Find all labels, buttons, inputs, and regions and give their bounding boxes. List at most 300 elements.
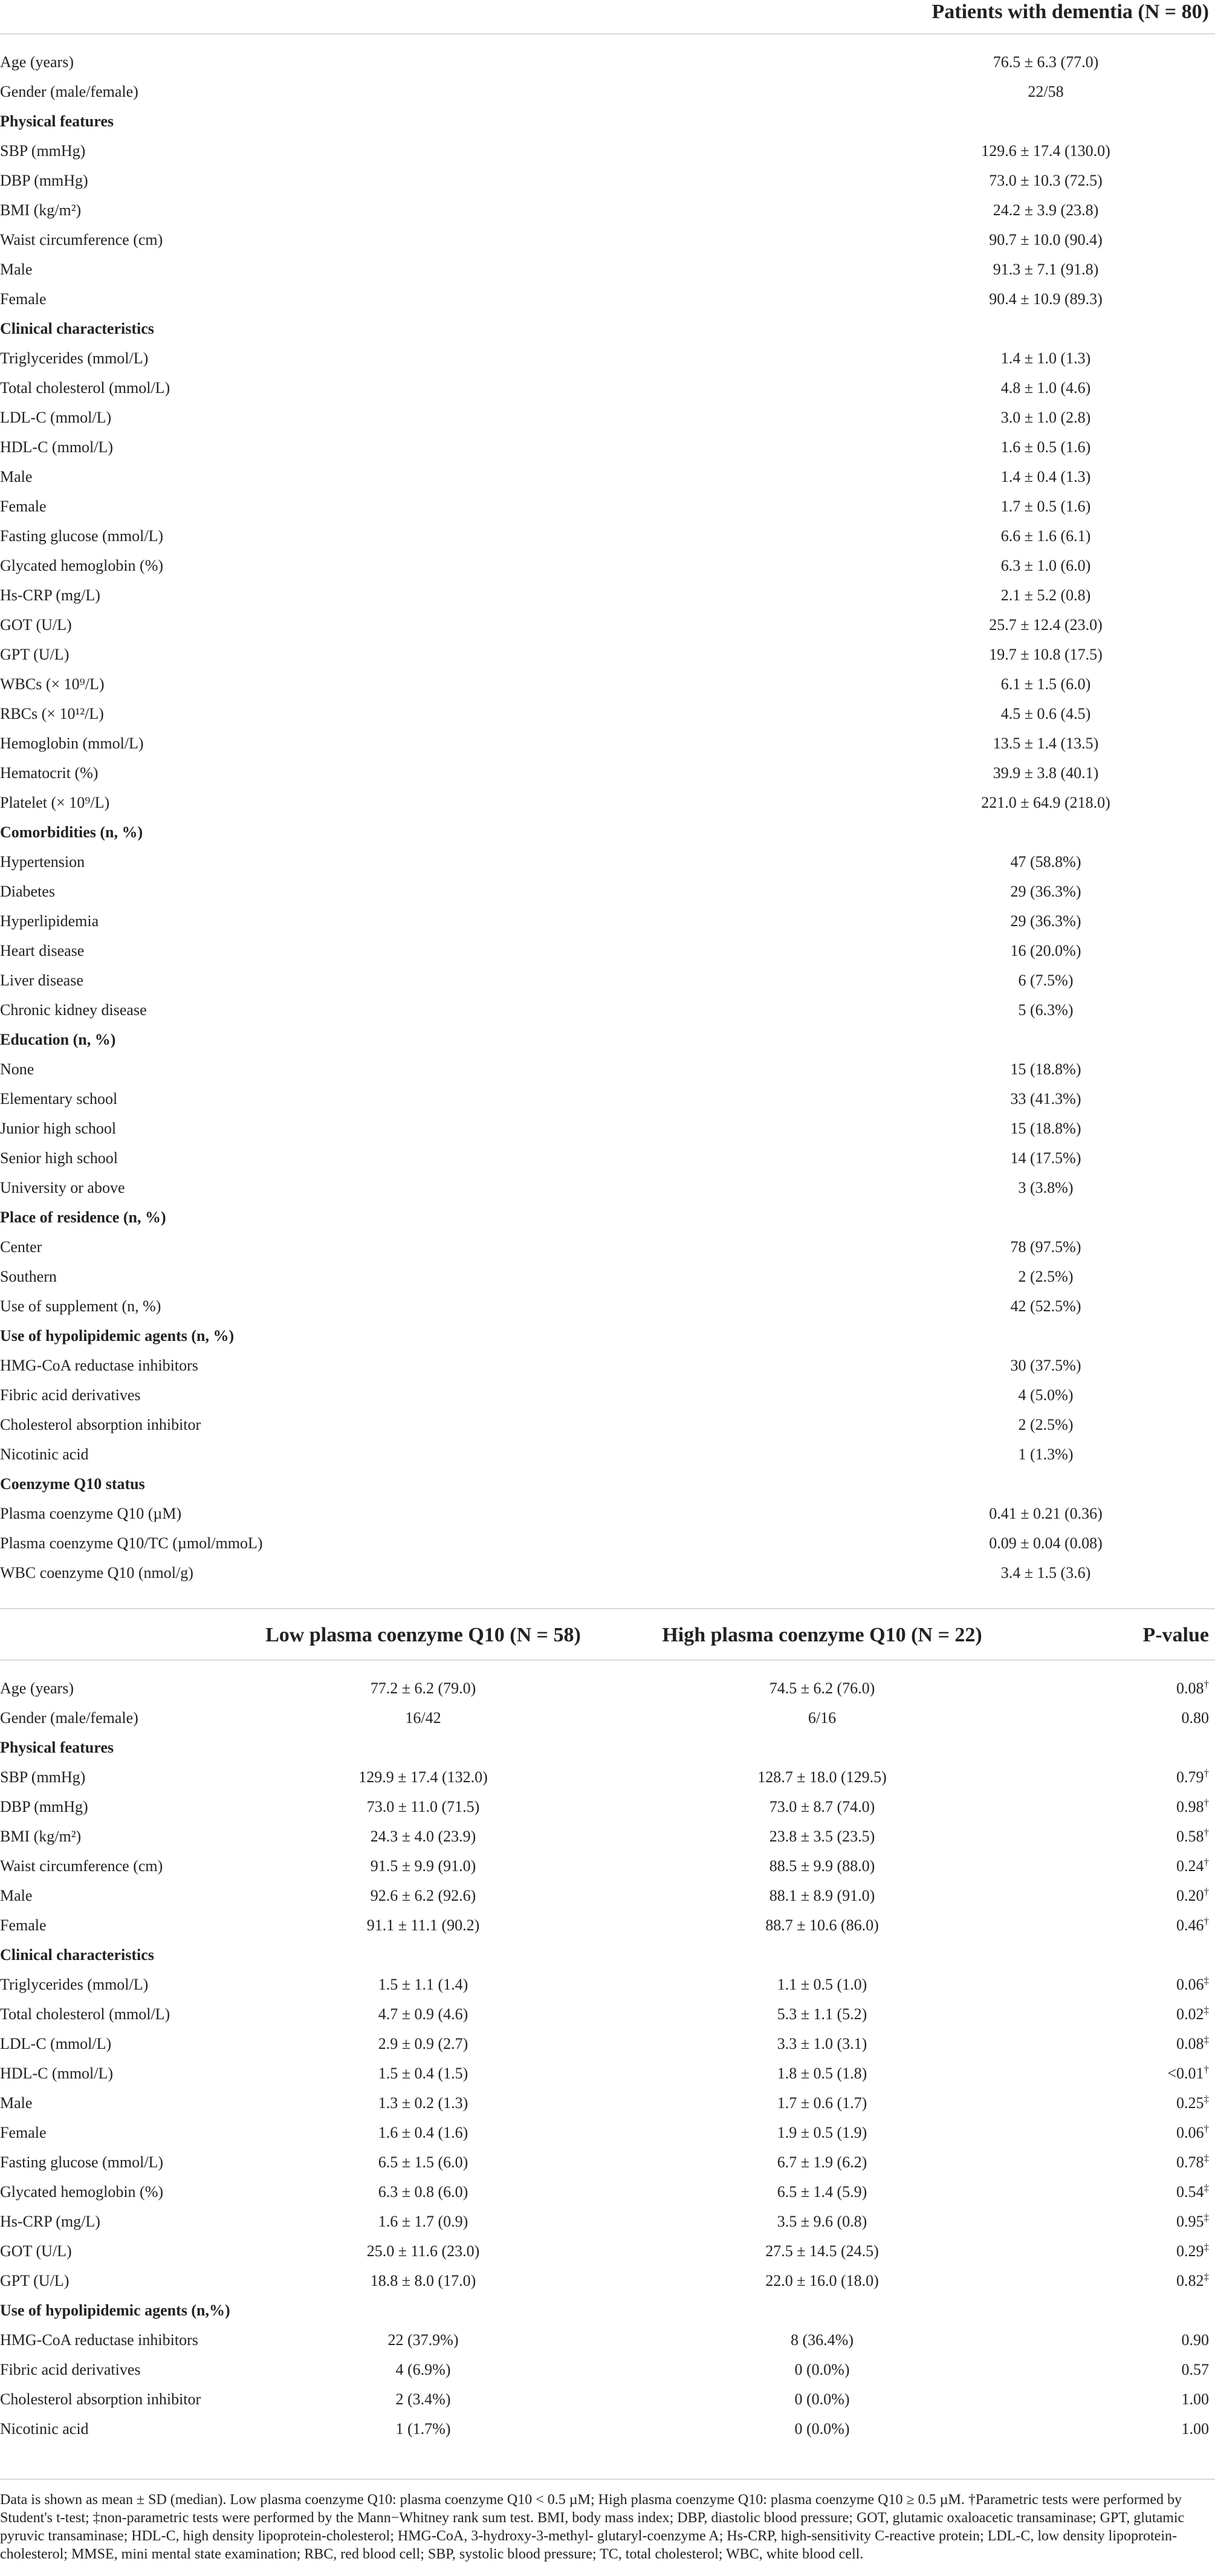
value-cell: 73.0 ± 10.3 (72.5): [989, 172, 1103, 189]
p-value-cell: [1088, 2325, 1209, 2355]
p-value-cell: [1088, 2088, 1209, 2118]
section-row: [0, 1940, 1215, 1970]
low-cq10-cell: 25.0 ± 11.6 (23.0): [366, 2242, 480, 2260]
row-label: DBP (mmHg): [0, 1798, 88, 1815]
value-cell: 22/58: [1028, 83, 1064, 100]
value-cell: 91.3 ± 7.1 (91.8): [993, 261, 1099, 278]
p-value: 0.25: [1176, 2094, 1204, 2112]
section-row: [0, 314, 1215, 343]
test-mark: ‡: [1204, 2182, 1209, 2194]
high-cq10-cell: 23.8 ± 3.5 (23.5): [769, 1828, 875, 1845]
table-row: [0, 758, 1215, 788]
table-row: [0, 225, 1215, 255]
value-cell: 39.9 ± 3.8 (40.1): [993, 764, 1099, 782]
p-value-cell: [1088, 2207, 1209, 2236]
value-cell: 1.4 ± 0.4 (1.3): [1000, 468, 1091, 485]
table2-header-pvalue: P-value: [1142, 1624, 1209, 1646]
value-cell: 24.2 ± 3.9 (23.8): [993, 201, 1099, 219]
p-value: 0.54: [1176, 2183, 1204, 2201]
p-value: 0.57: [1181, 2361, 1209, 2378]
value-cell: 221.0 ± 64.9 (218.0): [981, 794, 1110, 811]
value-cell: 3.4 ± 1.5 (3.6): [1000, 1564, 1091, 1582]
table-row: [0, 1851, 1215, 1881]
row-label: Plasma coenzyme Q10 (µM): [0, 1505, 182, 1522]
table-row: [0, 2355, 1215, 2384]
value-cell: 6.6 ± 1.6 (6.1): [1000, 527, 1091, 545]
table-row: [0, 610, 1215, 640]
table-row: [0, 432, 1215, 462]
section-row: [0, 1321, 1215, 1351]
low-cq10-cell: 16/42: [405, 1709, 441, 1727]
value-cell: 0.09 ± 0.04 (0.08): [989, 1534, 1103, 1552]
row-label: Senior high school: [0, 1149, 118, 1167]
value-cell: 1.7 ± 0.5 (1.6): [1000, 498, 1091, 515]
row-label: Triglycerides (mmol/L): [0, 1976, 149, 1993]
table-row: [0, 1232, 1215, 1262]
table2-top-rule: [0, 1608, 1215, 1609]
row-label: Elementary school: [0, 1090, 118, 1108]
table-row: [0, 2384, 1215, 2414]
row-label: DBP (mmHg): [0, 172, 88, 189]
low-cq10-cell: 1.6 ± 1.7 (0.9): [378, 2213, 468, 2230]
row-label: Female: [0, 498, 47, 515]
high-cq10-cell: 0 (0.0%): [794, 2420, 850, 2438]
p-value: 0.29: [1176, 2242, 1204, 2260]
value-cell: 6.1 ± 1.5 (6.0): [1000, 675, 1091, 693]
row-label: Waist circumference (cm): [0, 231, 163, 248]
table-row: [0, 1970, 1215, 1999]
row-label: None: [0, 1060, 34, 1078]
row-label: HMG-CoA reductase inhibitors: [0, 1357, 198, 1374]
table-row: [0, 669, 1215, 699]
high-cq10-cell: 6.5 ± 1.4 (5.9): [777, 2183, 867, 2201]
low-cq10-cell: 1.5 ± 0.4 (1.5): [378, 2065, 468, 2082]
row-label: WBC coenzyme Q10 (nmol/g): [0, 1564, 193, 1582]
value-cell: 6.3 ± 1.0 (6.0): [1000, 557, 1091, 574]
test-mark: †: [1204, 1826, 1209, 1838]
low-cq10-cell: 1.5 ± 1.1 (1.4): [378, 1976, 468, 1993]
table1-header: Patients with dementia (N = 80): [932, 1, 1209, 23]
value-cell: 0.41 ± 0.21 (0.36): [989, 1505, 1103, 1522]
high-cq10-cell: 74.5 ± 6.2 (76.0): [769, 1679, 875, 1697]
row-label: Hemoglobin (mmol/L): [0, 735, 144, 752]
test-mark: †: [1204, 1797, 1209, 1809]
value-cell: 78 (97.5%): [1010, 1238, 1081, 1256]
value-cell: 6 (7.5%): [1018, 972, 1074, 989]
row-label: Platelet (× 10⁹/L): [0, 794, 110, 811]
table-row: [0, 1910, 1215, 1940]
high-cq10-cell: 8 (36.4%): [791, 2331, 854, 2349]
table-row: [0, 47, 1215, 77]
test-mark: ‡: [1204, 2211, 1209, 2224]
test-mark: ‡: [1204, 2093, 1209, 2105]
p-value-cell: [1088, 1881, 1209, 1910]
p-value: 0.06: [1176, 1976, 1204, 1993]
value-cell: 4.8 ± 1.0 (4.6): [1000, 379, 1091, 397]
p-value: 1.00: [1181, 2390, 1209, 2408]
section-row: [0, 1202, 1215, 1232]
p-value-cell: [1088, 2266, 1209, 2295]
p-value: 0.78: [1176, 2153, 1204, 2171]
table-row: [0, 1999, 1215, 2029]
low-cq10-cell: 73.0 ± 11.0 (71.5): [366, 1798, 480, 1815]
section-row: [0, 106, 1215, 136]
low-cq10-cell: 4 (6.9%): [395, 2361, 451, 2378]
value-cell: 16 (20.0%): [1010, 942, 1081, 959]
p-value-cell: [1088, 2177, 1209, 2207]
low-cq10-cell: 1.6 ± 0.4 (1.6): [378, 2124, 468, 2141]
p-value-cell: [1088, 2414, 1209, 2444]
table-row: [0, 1762, 1215, 1792]
table-row: [0, 2147, 1215, 2177]
p-value: <0.01: [1167, 2065, 1204, 2082]
table-footnote: Data is shown as mean ± SD (median). Low plasma coenzyme Q10: plasma coenzyme Q10 < 0.5 µM; High plasma coenzyme Q10: plasma coenzyme Q10 ≥ 0.5 µM. †Parametric tests were performed by Student's t-test; ‡non-parametric tests were performed by the Mann−Whitney rank sum test. BMI, body mass index; DBP, diastolic blood pressure; GOT, glutamic oxaloacetic transaminase; GPT, glutamic pyruvic transaminase; HDL-C, high density lipoprotein-cholesterol; HMG-CoA, 3-hydroxy-3-methyl- glutaryl-coenzyme A; Hs-CRP, high-sensitivity C-reactive protein; LDL-C, low density lipoprotein-cholesterol; MMSE, mini mental state examination; RBC, red blood cell; SBP, systolic blood pressure; TC, total cholesterol; WBC, white blood cell.: [0, 2492, 1185, 2562]
value-cell: 2.1 ± 5.2 (0.8): [1000, 586, 1091, 604]
table-row: [0, 699, 1215, 728]
section-label: Clinical characteristics: [0, 1946, 154, 1964]
value-cell: 76.5 ± 6.3 (77.0): [993, 53, 1099, 71]
p-value-cell: [1088, 2355, 1209, 2384]
table-row: [0, 1173, 1215, 1202]
value-cell: 3.0 ± 1.0 (2.8): [1000, 409, 1091, 426]
row-label: RBCs (× 10¹²/L): [0, 705, 104, 722]
p-value: 0.80: [1181, 1709, 1209, 1727]
test-mark: †: [1204, 1767, 1209, 1779]
high-cq10-cell: 1.8 ± 0.5 (1.8): [777, 2065, 867, 2082]
value-cell: 15 (18.8%): [1010, 1120, 1081, 1137]
p-value-cell: [1088, 2059, 1209, 2088]
table-row: [0, 847, 1215, 877]
p-value: 0.79: [1176, 1768, 1204, 1786]
table-row: [0, 640, 1215, 669]
table-row: [0, 906, 1215, 936]
value-cell: 13.5 ± 1.4 (13.5): [993, 735, 1099, 752]
row-label: LDL-C (mmol/L): [0, 409, 112, 426]
p-value: 0.08: [1176, 2035, 1204, 2052]
row-label: WBCs (× 10⁹/L): [0, 675, 105, 693]
value-cell: 90.4 ± 10.9 (89.3): [989, 290, 1103, 308]
table-row: [0, 936, 1215, 965]
row-label: Diabetes: [0, 883, 55, 900]
p-value-cell: [1088, 1851, 1209, 1881]
low-cq10-cell: 92.6 ± 6.2 (92.6): [370, 1887, 476, 1904]
p-value: 0.95: [1176, 2213, 1204, 2230]
row-label: Fasting glucose (mmol/L): [0, 2153, 164, 2171]
value-cell: 29 (36.3%): [1010, 883, 1081, 900]
row-label: Junior high school: [0, 1120, 117, 1137]
section-row: [0, 1025, 1215, 1054]
test-mark: ‡: [1204, 2034, 1209, 2046]
row-label: Cholesterol absorption inhibitor: [0, 1416, 201, 1433]
test-mark: †: [1204, 2063, 1209, 2075]
high-cq10-cell: 22.0 ± 16.0 (18.0): [765, 2272, 879, 2289]
table-row: [0, 2236, 1215, 2266]
table-row: [0, 728, 1215, 758]
table-row: [0, 1792, 1215, 1822]
low-cq10-cell: 1 (1.7%): [395, 2420, 451, 2438]
low-cq10-cell: 22 (37.9%): [387, 2331, 459, 2349]
row-label: Total cholesterol (mmol/L): [0, 379, 170, 397]
test-mark: ‡: [1204, 2271, 1209, 2283]
value-cell: 30 (37.5%): [1010, 1357, 1081, 1374]
table-row: [0, 1380, 1215, 1410]
row-label: Fibric acid derivatives: [0, 2361, 141, 2378]
high-cq10-cell: 3.3 ± 1.0 (3.1): [777, 2035, 867, 2052]
high-cq10-cell: 88.1 ± 8.9 (91.0): [769, 1887, 875, 1904]
p-value: 1.00: [1181, 2420, 1209, 2438]
row-label: Male: [0, 1887, 33, 1904]
table-row: [0, 2118, 1215, 2147]
p-value-cell: [1088, 2236, 1209, 2266]
test-mark: ‡: [1204, 2004, 1209, 2016]
p-value: 0.90: [1181, 2331, 1209, 2349]
low-cq10-cell: 2 (3.4%): [395, 2390, 451, 2408]
test-mark: ‡: [1204, 1974, 1209, 1987]
high-cq10-cell: 1.1 ± 0.5 (1.0): [777, 1976, 867, 1993]
row-label: HMG-CoA reductase inhibitors: [0, 2331, 198, 2349]
table1-top-rule: [0, 33, 1215, 34]
high-cq10-cell: 88.7 ± 10.6 (86.0): [765, 1916, 879, 1934]
row-label: Age (years): [0, 53, 74, 71]
value-cell: 14 (17.5%): [1010, 1149, 1081, 1167]
table-row: [0, 2059, 1215, 2088]
p-value: 0.46: [1176, 1916, 1204, 1934]
row-label: Heart disease: [0, 942, 85, 959]
table-row: [0, 2325, 1215, 2355]
row-label: Liver disease: [0, 972, 83, 989]
table-row: [0, 195, 1215, 225]
table-row: [0, 373, 1215, 403]
table-row: [0, 1499, 1215, 1528]
table-row: [0, 580, 1215, 610]
p-value-cell: [1088, 1910, 1209, 1940]
low-cq10-cell: 2.9 ± 0.9 (2.7): [378, 2035, 468, 2052]
row-label: Triglycerides (mmol/L): [0, 349, 149, 367]
p-value: 0.06: [1176, 2124, 1204, 2141]
row-label: Glycated hemoglobin (%): [0, 557, 164, 574]
p-value: 0.20: [1176, 1887, 1204, 1904]
row-label: Female: [0, 290, 47, 308]
p-value-cell: [1088, 1673, 1209, 1703]
high-cq10-cell: 0 (0.0%): [794, 2390, 850, 2408]
section-row: [0, 1469, 1215, 1499]
table-row: [0, 2177, 1215, 2207]
high-cq10-cell: 1.9 ± 0.5 (1.9): [777, 2124, 867, 2141]
table-row: [0, 77, 1215, 106]
table-row: [0, 1054, 1215, 1084]
p-value-cell: [1088, 1792, 1209, 1822]
section-row: [0, 2295, 1215, 2325]
low-cq10-cell: 4.7 ± 0.9 (4.6): [378, 2005, 468, 2023]
test-mark: †: [1204, 1856, 1209, 1868]
table-row: [0, 521, 1215, 551]
table-row: [0, 2266, 1215, 2295]
high-cq10-cell: 6/16: [808, 1709, 837, 1727]
table-row: [0, 1262, 1215, 1291]
p-value: 0.58: [1176, 1828, 1204, 1845]
section-label: Use of hypolipidemic agents (n, %): [0, 1327, 235, 1345]
low-cq10-cell: 91.5 ± 9.9 (91.0): [370, 1857, 476, 1875]
row-label: Male: [0, 468, 33, 485]
low-cq10-cell: 1.3 ± 0.2 (1.3): [378, 2094, 468, 2112]
row-label: Hyperlipidemia: [0, 912, 99, 930]
table2-header-rule: [0, 1659, 1215, 1661]
p-value-cell: [1088, 2029, 1209, 2059]
test-mark: †: [1204, 1915, 1209, 1927]
value-cell: 1.4 ± 1.0 (1.3): [1000, 349, 1091, 367]
row-label: Hypertension: [0, 853, 85, 871]
table-row: [0, 1673, 1215, 1703]
table-row: [0, 2029, 1215, 2059]
value-cell: 1 (1.3%): [1018, 1445, 1074, 1463]
p-value-cell: [1088, 2118, 1209, 2147]
section-label: Comorbidities (n, %): [0, 823, 143, 841]
table-row: [0, 403, 1215, 432]
p-value: 0.82: [1176, 2272, 1204, 2289]
table-row: [0, 1439, 1215, 1469]
table-row: [0, 1558, 1215, 1588]
value-cell: 4.5 ± 0.6 (4.5): [1000, 705, 1091, 722]
section-label: Physical features: [0, 112, 114, 130]
low-cq10-cell: 91.1 ± 11.1 (90.2): [366, 1916, 480, 1934]
p-value: 0.08: [1176, 1679, 1204, 1697]
test-mark: †: [1204, 2123, 1209, 2135]
low-cq10-cell: 6.3 ± 0.8 (6.0): [378, 2183, 468, 2201]
value-cell: 3 (3.8%): [1018, 1179, 1074, 1196]
row-label: Nicotinic acid: [0, 1445, 89, 1463]
p-value-cell: [1088, 1703, 1209, 1733]
row-label: Southern: [0, 1268, 57, 1285]
table-row: [0, 1528, 1215, 1558]
row-label: Gender (male/female): [0, 83, 138, 100]
row-label: Glycated hemoglobin (%): [0, 2183, 164, 2201]
table-row: [0, 2414, 1215, 2444]
row-label: Hs-CRP (mg/L): [0, 586, 100, 604]
table-row: [0, 965, 1215, 995]
footnote-rule: [0, 2479, 1215, 2480]
value-cell: 129.6 ± 17.4 (130.0): [981, 142, 1110, 160]
p-value-cell: [1088, 2384, 1209, 2414]
high-cq10-cell: 6.7 ± 1.9 (6.2): [777, 2153, 867, 2171]
row-label: Chronic kidney disease: [0, 1001, 147, 1019]
table-row: [0, 284, 1215, 314]
row-label: HDL-C (mmol/L): [0, 438, 114, 456]
test-mark: ‡: [1204, 2241, 1209, 2253]
row-label: GOT (U/L): [0, 616, 72, 634]
test-mark: ‡: [1204, 2152, 1209, 2164]
high-cq10-cell: 88.5 ± 9.9 (88.0): [769, 1857, 875, 1875]
value-cell: 2 (2.5%): [1018, 1416, 1074, 1433]
table-row: [0, 136, 1215, 166]
p-value-cell: [1088, 1970, 1209, 1999]
row-label: Male: [0, 2094, 33, 2112]
table2-header-low: Low plasma coenzyme Q10 (N = 58): [265, 1624, 581, 1646]
table-row: [0, 1822, 1215, 1851]
low-cq10-cell: 129.9 ± 17.4 (132.0): [358, 1768, 488, 1786]
row-label: Female: [0, 2124, 47, 2141]
value-cell: 33 (41.3%): [1010, 1090, 1081, 1108]
table-row: [0, 551, 1215, 580]
row-label: GPT (U/L): [0, 646, 70, 663]
low-cq10-cell: 18.8 ± 8.0 (17.0): [370, 2272, 476, 2289]
row-label: Hematocrit (%): [0, 764, 99, 782]
table-row: [0, 1084, 1215, 1114]
section-label: Clinical characteristics: [0, 320, 154, 337]
p-value: 0.98: [1176, 1798, 1204, 1815]
table-row: [0, 1114, 1215, 1143]
row-label: Use of supplement (n, %): [0, 1297, 161, 1315]
value-cell: 29 (36.3%): [1010, 912, 1081, 930]
value-cell: 15 (18.8%): [1010, 1060, 1081, 1078]
row-label: Male: [0, 261, 33, 278]
row-label: Waist circumference (cm): [0, 1857, 163, 1875]
value-cell: 19.7 ± 10.8 (17.5): [989, 646, 1103, 663]
row-label: Fibric acid derivatives: [0, 1386, 141, 1404]
section-label: Place of residence (n, %): [0, 1209, 166, 1226]
table-row: [0, 492, 1215, 521]
section-label: Physical features: [0, 1739, 114, 1756]
row-label: Plasma coenzyme Q10/TC (µmol/mmoL): [0, 1534, 263, 1552]
row-label: SBP (mmHg): [0, 1768, 86, 1786]
table-row: [0, 166, 1215, 195]
low-cq10-cell: 77.2 ± 6.2 (79.0): [370, 1679, 476, 1697]
value-cell: 42 (52.5%): [1010, 1297, 1081, 1315]
table-row: [0, 1410, 1215, 1439]
high-cq10-cell: 27.5 ± 14.5 (24.5): [765, 2242, 879, 2260]
table-row: [0, 2207, 1215, 2236]
row-label: HDL-C (mmol/L): [0, 2065, 114, 2082]
high-cq10-cell: 5.3 ± 1.1 (5.2): [777, 2005, 867, 2023]
row-label: Age (years): [0, 1679, 74, 1697]
row-label: Gender (male/female): [0, 1709, 138, 1727]
section-label: Use of hypolipidemic agents (n,%): [0, 2302, 230, 2319]
row-label: Center: [0, 1238, 42, 1256]
section-label: Coenzyme Q10 status: [0, 1475, 145, 1493]
high-cq10-cell: 0 (0.0%): [794, 2361, 850, 2378]
section-row: [0, 1733, 1215, 1762]
value-cell: 47 (58.8%): [1010, 853, 1081, 871]
row-label: SBP (mmHg): [0, 142, 86, 160]
row-label: Fasting glucose (mmol/L): [0, 527, 164, 545]
p-value: 0.24: [1176, 1857, 1204, 1875]
table-row: [0, 1881, 1215, 1910]
row-label: Total cholesterol (mmol/L): [0, 2005, 170, 2023]
test-mark: †: [1204, 1678, 1209, 1690]
low-cq10-cell: 24.3 ± 4.0 (23.9): [370, 1828, 476, 1845]
high-cq10-cell: 128.7 ± 18.0 (129.5): [757, 1768, 887, 1786]
table-row: [0, 462, 1215, 492]
p-value: 0.02: [1176, 2005, 1204, 2023]
value-cell: 1.6 ± 0.5 (1.6): [1000, 438, 1091, 456]
p-value-cell: [1088, 1762, 1209, 1792]
high-cq10-cell: 1.7 ± 0.6 (1.7): [777, 2094, 867, 2112]
value-cell: 5 (6.3%): [1018, 1001, 1074, 1019]
value-cell: 4 (5.0%): [1018, 1386, 1074, 1404]
row-label: GOT (U/L): [0, 2242, 72, 2260]
table-row: [0, 1291, 1215, 1321]
high-cq10-cell: 3.5 ± 9.6 (0.8): [777, 2213, 867, 2230]
table-row: [0, 2088, 1215, 2118]
table-row: [0, 255, 1215, 284]
p-value-cell: [1088, 1822, 1209, 1851]
p-value-cell: [1088, 1999, 1209, 2029]
value-cell: 90.7 ± 10.0 (90.4): [989, 231, 1103, 248]
value-cell: 25.7 ± 12.4 (23.0): [989, 616, 1103, 634]
table-row: [0, 788, 1215, 817]
low-cq10-cell: 6.5 ± 1.5 (6.0): [378, 2153, 468, 2171]
row-label: Cholesterol absorption inhibitor: [0, 2390, 201, 2408]
row-label: LDL-C (mmol/L): [0, 2035, 112, 2052]
